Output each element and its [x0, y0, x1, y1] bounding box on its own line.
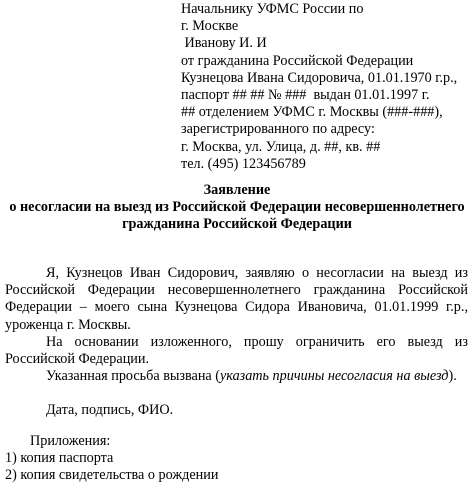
addressee-block	[181, 1, 471, 173]
addressee-line: Начальнику УФМС России по	[181, 1, 364, 17]
addressee-line: зарегистрированного по адресу:	[181, 121, 375, 138]
paragraph-reason	[5, 368, 468, 385]
signature-line: Дата, подпись, ФИО.	[46, 402, 174, 418]
addressee-line: г. Москве	[181, 18, 239, 35]
addressee-line: Иванову И. И	[181, 35, 267, 52]
title-line-1: Заявление	[203, 182, 271, 198]
paragraph-statement	[5, 265, 468, 334]
paragraph-line: Федерации – моего сына Кузнецова Сидора Ивановича, 01.01.1999 г.р.,	[5, 299, 468, 316]
reason-suffix: ).	[448, 368, 457, 385]
document-title	[0, 182, 474, 234]
attachments-title: Приложения:	[30, 433, 111, 449]
addressee-line: ## отделением УФМС г. Москвы (###-###),	[181, 104, 443, 121]
statement-body	[5, 265, 468, 385]
paragraph-line: На основании изложенного, прошу ограничить его выезд из	[46, 333, 468, 350]
addressee-line: тел. (495) 123456789	[181, 155, 306, 172]
addressee-line: от гражданина Российской Федерации	[181, 52, 414, 69]
reason-placeholder: указать причины несогласия на выезд	[220, 368, 449, 385]
attachment-item: 1) копия паспорта	[5, 450, 114, 467]
paragraph-line: Российской Федерации.	[5, 351, 150, 368]
addressee-line: паспорт ## ## № ### выдан 01.01.1997 г.	[181, 86, 430, 103]
paragraph-line: Российской Федерации несовершеннолетнего гражданина Российской	[5, 282, 468, 299]
addressee-line: г. Москва, ул. Улица, д. ##, кв. ##	[181, 138, 381, 155]
title-line-2: о несогласии на выезд из Российской Федерации несовершеннолетнего	[9, 199, 465, 216]
paragraph-line: уроженца г. Москвы.	[5, 316, 131, 333]
title-line-3: гражданина Российской Федерации	[122, 216, 352, 233]
reason-prefix: Указанная просьба вызвана (	[46, 368, 220, 385]
attachment-item: 2) копия свидетельства о рождении	[5, 467, 219, 484]
addressee-line: Кузнецова Ивана Сидоровича, 01.01.1970 г.р.,	[181, 69, 458, 86]
paragraph-line: Я, Кузнецов Иван Сидорович, заявляю о несогласии на выезд из	[46, 265, 468, 281]
paragraph-request	[5, 334, 468, 368]
paragraph-line	[5, 368, 468, 385]
attachments-block	[5, 433, 218, 485]
